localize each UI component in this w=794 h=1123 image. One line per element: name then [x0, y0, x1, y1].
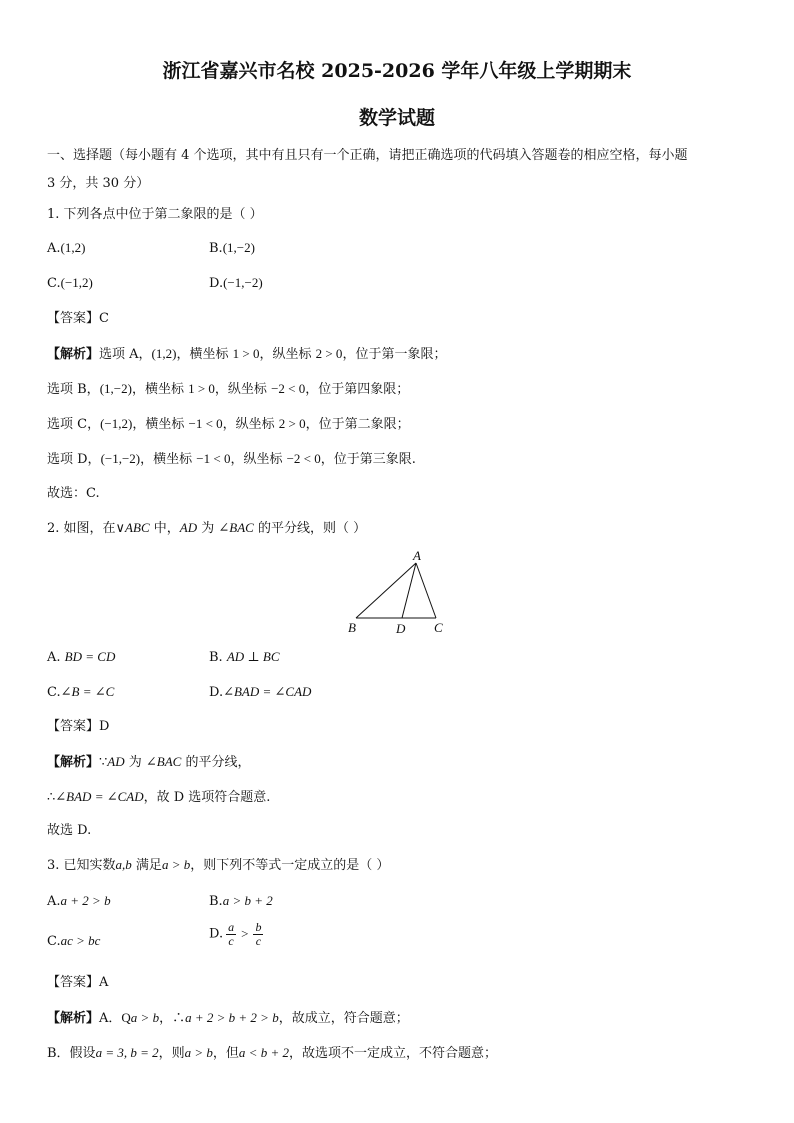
q2-option-c-value: ∠B = ∠C	[60, 684, 115, 699]
q3-stem-vars: a,b	[115, 857, 132, 872]
q1-an2-c2: 2 > 0	[278, 416, 306, 431]
q2-stem-post: 的平分线，则（ ）	[253, 521, 367, 536]
q1-an3-mid2: ，纵坐标	[230, 452, 287, 467]
q2-therefore-symbol: ∴	[47, 790, 56, 805]
q1-an2-pre: 选项 C，	[47, 417, 101, 432]
q2-analysis-tag: 【解析】	[47, 755, 100, 770]
q1-option-c-label: C.	[47, 276, 61, 291]
q2-option-b	[209, 649, 280, 666]
q1-an0-c1: 1 > 0	[232, 346, 260, 361]
q3-option-b-value: a > b + 2	[222, 893, 273, 908]
q2-option-a-label: A.	[47, 650, 61, 665]
q1-an1-pre: 选项 B，	[47, 382, 100, 397]
q1-an2-c1: −1 < 0	[188, 416, 223, 431]
q1-option-d-value: (−1,−2)	[223, 275, 263, 290]
page-subtitle: 数学试题	[358, 107, 435, 129]
q1-option-b-label: B.	[209, 241, 223, 256]
q1-an3-c1: −1 < 0	[196, 451, 231, 466]
q3-option-d-label: D.	[209, 926, 224, 942]
q1-an3-mid1: ，横坐标	[140, 452, 197, 467]
q1-analysis-line-a	[47, 346, 446, 363]
q1-analysis-line-c	[47, 416, 410, 433]
q1-an0-pre: 选项 A，	[99, 347, 152, 362]
q2-option-b-value: AD ⊥ BC	[226, 649, 280, 664]
q1-analysis-tag: 【解析】	[47, 347, 100, 362]
q1-an3-c2: −2 < 0	[286, 451, 321, 466]
q2-answer: 【答案】D	[47, 719, 110, 734]
q1-an0-mid1: ，横坐标	[176, 347, 233, 362]
q3-option-c-value: ac > bc	[60, 933, 101, 948]
q2-stem-ad: AD	[179, 520, 198, 535]
q3-option-b	[209, 893, 273, 910]
vertex-label-a: A	[413, 548, 421, 563]
q3-anA-post: ，故成立，符合题意；	[278, 1011, 409, 1026]
q3-option-d-op: >	[241, 926, 249, 942]
q2-option-b-label: B.	[209, 650, 223, 665]
q2-stem-angle: ∠BAC	[218, 520, 254, 535]
q3-option-d-frac-left	[226, 921, 236, 947]
q2-option-a-value: BD = CD	[64, 649, 116, 664]
q3-anB-vals: a = 3, b = 2	[95, 1045, 159, 1060]
q1-an2-mid1: ，横坐标	[132, 417, 189, 432]
q1-option-a-label: A.	[47, 241, 61, 256]
q3-option-b-label: B.	[209, 894, 223, 909]
q3-stem-mid: 满足	[131, 858, 162, 873]
q1-an1-mid2: ，纵坐标	[214, 382, 272, 397]
q2-an1-mid: 为	[124, 755, 146, 770]
frac-right-denominator: c	[255, 933, 262, 948]
side-ac	[416, 563, 436, 618]
q3-anA-therefore: ∴	[172, 1011, 186, 1026]
q3-anB-mid1: ，则	[158, 1046, 185, 1061]
section-instructions-line2: 3 分，共 30 分）	[47, 176, 150, 191]
q3-anA-cond: a > b	[130, 1010, 160, 1025]
triangle-figure	[340, 545, 450, 637]
section-instructions-line1: 一、选择题（每小题有 4 个选项，其中有且只有一个正确，请把正确选项的代码填入答题卷的相应空格，每小题	[47, 148, 688, 163]
q1-an0-c2: 2 > 0	[315, 346, 343, 361]
q2-an2-post: ，故 D 选项符合题意.	[143, 790, 271, 805]
page-title: 浙江省嘉兴市名校 2025-2026 学年八年级上学期期末	[162, 60, 632, 82]
q3-anA-sep: ，	[159, 1011, 173, 1026]
q1-an3-pt: (−1,−2)	[100, 451, 141, 466]
q3-option-c	[47, 933, 100, 950]
q1-an1-post: ，位于第四象限；	[305, 382, 410, 397]
q1-an1-c2: −2 < 0	[271, 381, 306, 396]
q3-stem-pre: 3. 已知实数	[47, 858, 116, 873]
q3-answer: 【答案】A	[47, 975, 109, 990]
q3-anB-ineq: a < b + 2	[238, 1045, 289, 1060]
q1-analysis-line-d	[47, 451, 416, 468]
q1-an2-pt: (−1,2)	[100, 416, 133, 431]
side-ab	[356, 563, 416, 618]
q1-an0-post: ，位于第一象限；	[342, 347, 447, 362]
q2-option-d	[209, 684, 311, 701]
q3-option-d	[209, 921, 266, 947]
q3-analysis-line-b	[47, 1045, 497, 1062]
q3-analysis-tag: 【解析】	[47, 1011, 100, 1026]
q2-option-c-label: C.	[47, 685, 61, 700]
q1-an1-c1: 1 > 0	[188, 381, 215, 396]
q2-option-a	[47, 649, 115, 666]
q1-option-d-label: D.	[209, 276, 224, 291]
q1-analysis-line-b	[47, 381, 409, 398]
q3-analysis-line-a	[47, 1010, 409, 1027]
q3-anB-post: ，故选项不一定成立，不符合题意；	[288, 1046, 497, 1061]
q3-anA-pre: A．	[99, 1011, 122, 1026]
q1-an1-mid1: ，横坐标	[131, 382, 189, 397]
q3-stem-cond: a > b	[161, 857, 191, 872]
q1-option-c-value: (−1,2)	[60, 275, 93, 290]
q2-an2-eq: ∠BAD = ∠CAD	[55, 789, 144, 804]
frac-left-denominator: c	[228, 933, 234, 948]
q1-an0-pt: (1,2)	[151, 346, 177, 361]
bisector-ad	[402, 563, 416, 618]
frac-left-numerator: a	[228, 920, 235, 934]
q2-analysis-line1	[47, 754, 251, 771]
q2-because-symbol: ∵	[99, 755, 108, 770]
q3-option-a	[47, 893, 111, 910]
q1-an3-post: ，位于第三象限.	[320, 452, 416, 467]
q2-stem-mid1: 中，	[149, 521, 180, 536]
q2-stem-pre: 2. 如图，在	[47, 521, 116, 536]
q1-stem: 1. 下列各点中位于第二象限的是（ ）	[47, 207, 263, 222]
q2-conclusion: 故选 D.	[47, 823, 92, 838]
vertex-label-d: D	[396, 621, 406, 636]
q2-option-d-value: ∠BAD = ∠CAD	[223, 684, 312, 699]
q1-option-b-value: (1,−2)	[222, 240, 255, 255]
q2-an1-post: 的平分线，	[181, 755, 251, 770]
q1-option-a	[47, 240, 85, 257]
q1-option-b	[209, 240, 255, 257]
q1-an2-mid2: ，纵坐标	[222, 417, 279, 432]
q3-anA-expr: a + 2 > b + 2 > b	[185, 1010, 279, 1025]
q1-an3-pre: 选项 D，	[47, 452, 101, 467]
q3-anA-q: Q	[121, 1010, 131, 1025]
q3-option-d-frac-right	[253, 921, 263, 947]
q1-an2-post: ，位于第二象限；	[305, 417, 410, 432]
vertex-label-c: C	[434, 620, 443, 635]
q1-an1-pt: (1,−2)	[99, 381, 132, 396]
q3-stem-post: ，则下列不等式一定成立的是（ ）	[190, 858, 390, 873]
q3-option-a-value: a + 2 > b	[60, 893, 111, 908]
frac-right-numerator: b	[255, 920, 262, 934]
q1-an0-mid2: ，纵坐标	[259, 347, 316, 362]
vertex-label-b: B	[348, 620, 356, 635]
q2-analysis-line2	[47, 789, 270, 806]
q1-option-d	[209, 275, 263, 292]
q1-option-a-value: (1,2)	[60, 240, 86, 255]
q2-option-d-label: D.	[209, 685, 224, 700]
q2-option-c	[47, 684, 114, 701]
q2-stem	[47, 520, 366, 537]
q3-anB-mid2: ，但	[212, 1046, 239, 1061]
q3-anB-pre: B．假设	[47, 1046, 96, 1061]
q3-option-a-label: A.	[47, 894, 61, 909]
q2-an1-angle: ∠BAC	[145, 754, 182, 769]
q2-stem-triangle: ∨ABC	[115, 520, 150, 535]
q1-conclusion: 故选：C.	[47, 486, 100, 501]
q2-stem-mid2: 为	[197, 521, 219, 536]
q3-option-c-label: C.	[47, 934, 61, 949]
q1-option-c	[47, 275, 93, 292]
q3-anB-cond: a > b	[184, 1045, 213, 1060]
q1-answer: 【答案】C	[47, 311, 109, 326]
q2-an1-ad: AD	[107, 754, 125, 769]
q3-stem	[47, 857, 389, 874]
